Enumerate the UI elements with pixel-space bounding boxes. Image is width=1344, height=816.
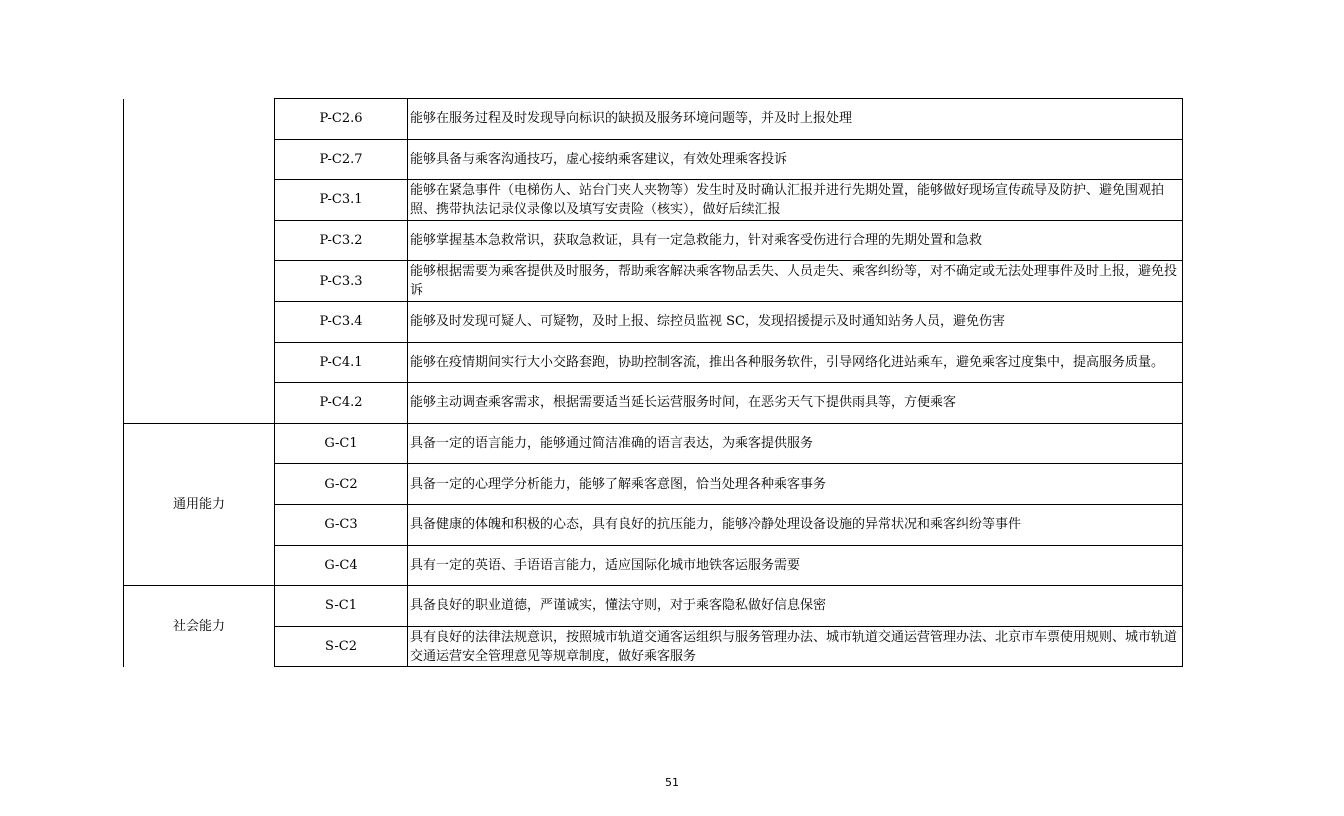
code-cell: P-C3.3 xyxy=(275,261,408,302)
page-number: 51 xyxy=(665,776,679,789)
table-row xyxy=(124,423,1183,464)
description-cell: 能够在紧急事件（电梯伤人、站台门夹人夹物等）发生时及时确认汇报并进行先期处置，能够做好现场宣传疏导及防护、避免围观拍照、携带执法记录仪录像以及填写安责险（核实），做好后续汇报 xyxy=(408,180,1183,221)
table-row xyxy=(124,383,1183,424)
category-cell: 社会能力 xyxy=(124,586,275,667)
code-cell: G-C1 xyxy=(275,423,408,464)
table-row xyxy=(124,99,1183,140)
code-cell: P-C3.4 xyxy=(275,301,408,342)
competency-table xyxy=(123,98,1183,667)
description-cell: 能够掌握基本急救常识，获取急救证，具有一定急救能力，针对乘客受伤进行合理的先期处置和急救 xyxy=(408,220,1183,261)
code-cell: P-C3.1 xyxy=(275,180,408,221)
description-cell: 具备健康的体魄和积极的心态，具有良好的抗压能力，能够冷静处理设备设施的异常状况和乘客纠纷等事件 xyxy=(408,504,1183,545)
description-cell: 具备良好的职业道德，严谨诚实，懂法守则，对于乘客隐私做好信息保密 xyxy=(408,586,1183,627)
description-cell: 具有良好的法律法规意识，按照城市轨道交通客运组织与服务管理办法、城市轨道交通运营管理办法、北京市车票使用规则、城市轨道交通运营安全管理意见等规章制度，做好乘客服务 xyxy=(408,626,1183,667)
table-row xyxy=(124,220,1183,261)
description-cell: 能够在疫情期间实行大小交路套跑，协助控制客流，推出各种服务软件，引导网络化进站乘车，避免乘客过度集中，提高服务质量。 xyxy=(408,342,1183,383)
code-cell: P-C4.1 xyxy=(275,342,408,383)
code-cell: P-C2.7 xyxy=(275,139,408,180)
code-cell: P-C3.2 xyxy=(275,220,408,261)
code-cell: S-C2 xyxy=(275,626,408,667)
code-cell: G-C3 xyxy=(275,504,408,545)
table-row xyxy=(124,301,1183,342)
table-row xyxy=(124,545,1183,586)
description-cell: 具备一定的心理学分析能力，能够了解乘客意图，恰当处理各种乘客事务 xyxy=(408,464,1183,505)
code-cell: G-C2 xyxy=(275,464,408,505)
code-cell: P-C2.6 xyxy=(275,99,408,140)
description-cell: 能够主动调查乘客需求，根据需要适当延长运营服务时间，在恶劣天气下提供雨具等，方便乘客 xyxy=(408,383,1183,424)
table-row xyxy=(124,261,1183,302)
description-cell: 具有一定的英语、手语语言能力，适应国际化城市地铁客运服务需要 xyxy=(408,545,1183,586)
table-row xyxy=(124,626,1183,667)
table-row xyxy=(124,504,1183,545)
table-row xyxy=(124,139,1183,180)
code-cell: S-C1 xyxy=(275,586,408,627)
description-cell: 能够根据需要为乘客提供及时服务，帮助乘客解决乘客物品丢失、人员走失、乘客纠纷等，对不确定或无法处理事件及时上报，避免投诉 xyxy=(408,261,1183,302)
table-row xyxy=(124,180,1183,221)
competency-table-body xyxy=(124,99,1183,667)
description-cell: 能够及时发现可疑人、可疑物，及时上报、综控员监视 SC，发现招援提示及时通知站务人员，避免伤害 xyxy=(408,301,1183,342)
table-row xyxy=(124,464,1183,505)
description-cell: 能够在服务过程及时发现导向标识的缺损及服务环境问题等，并及时上报处理 xyxy=(408,99,1183,140)
code-cell: P-C4.2 xyxy=(275,383,408,424)
table-row xyxy=(124,586,1183,627)
description-cell: 具备一定的语言能力，能够通过简洁准确的语言表达，为乘客提供服务 xyxy=(408,423,1183,464)
table-row xyxy=(124,342,1183,383)
description-cell: 能够具备与乘客沟通技巧，虚心接纳乘客建议，有效处理乘客投诉 xyxy=(408,139,1183,180)
category-cell: 通用能力 xyxy=(124,423,275,585)
category-cell xyxy=(124,99,275,424)
code-cell: G-C4 xyxy=(275,545,408,586)
